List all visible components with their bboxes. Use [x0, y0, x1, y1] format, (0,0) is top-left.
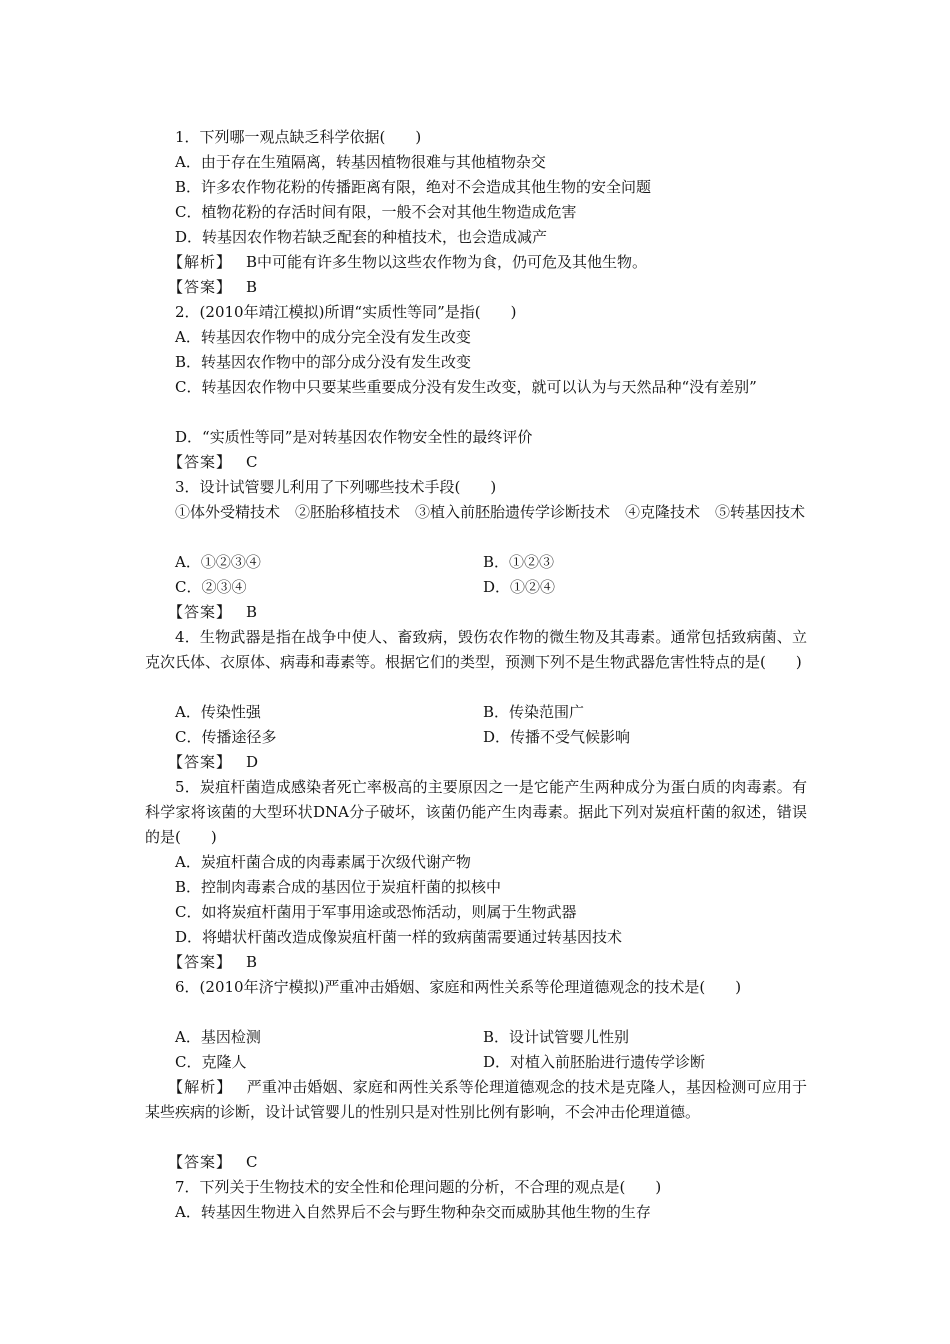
q6-analysis — [145, 1075, 807, 1125]
q2-option-d: D．“实质性等同”是对转基因农作物安全性的最终评价 — [175, 428, 533, 446]
q1-option-b: B．许多农作物花粉的传播距离有限，绝对不会造成其他生物的安全问题 — [175, 178, 652, 196]
q7-stem: 7．下列关于生物技术的安全性和伦理问题的分析，不合理的观点是( ) — [175, 1178, 662, 1196]
q7-option-a: A．转基因生物进入自然界后不会与野生物种杂交而威胁其他生物的生存 — [175, 1203, 651, 1221]
q6-answer — [168, 1150, 258, 1175]
q4-option-d: D．传播不受气候影响 — [483, 728, 631, 746]
q5-answer — [168, 950, 257, 975]
answer-label: 【答案】 — [168, 278, 233, 296]
answer-label: 【答案】 — [168, 1153, 233, 1171]
answer-label: 【答案】 — [168, 603, 233, 621]
q3-technique-list: ①体外受精技术 ②胚胎移植技术 ③植入前胚胎遗传学诊断技术 ④克隆技术 ⑤转基因技术 — [175, 503, 806, 521]
q4-stem: 4．生物武器是指在战争中使人、畜致病，毁伤农作物的微生物及其毒素。通常包括致病菌、立克次氏体、衣原体、病毒和毒素等。根据它们的类型，预测下列不是生物武器危害性特点的是( ) — [145, 628, 807, 671]
q1-option-d: D．转基因农作物若缺乏配套的种植技术，也会造成减产 — [175, 228, 548, 246]
q4-answer — [168, 750, 258, 775]
q1-option-c: C．植物花粉的存活时间有限，一般不会对其他生物造成危害 — [175, 203, 577, 221]
q1-answer-value: B — [246, 278, 258, 296]
q2-answer — [168, 450, 258, 475]
q3-option-b: B．①②③ — [483, 553, 555, 571]
q3-answer-value: B — [246, 603, 258, 621]
q6-answer-value: C — [246, 1153, 258, 1171]
q6-option-c: C．克隆人 — [175, 1053, 247, 1071]
answer-label: 【答案】 — [168, 953, 233, 971]
q3-option-c: C．②③④ — [175, 578, 247, 596]
q6-option-b: B．设计试管婴儿性别 — [483, 1028, 630, 1046]
q5-option-a: A．炭疽杆菌合成的肉毒素属于次级代谢产物 — [175, 853, 471, 871]
q2-answer-value: C — [246, 453, 258, 471]
q1-analysis-text: B中可能有许多生物以这些农作物为食，仍可危及其他生物。 — [246, 253, 648, 271]
q5-stem: 5．炭疽杆菌造成感染者死亡率极高的主要原因之一是它能产生两种成分为蛋白质的肉毒素。有科学家将该菌的大型环状DNA分子破坏，该菌仍能产生肉毒素。据此下列对炭疽杆菌的叙述，错误的是( ) — [145, 778, 807, 846]
answer-label: 【答案】 — [168, 753, 233, 771]
q2-option-a: A．转基因农作物中的成分完全没有发生改变 — [175, 328, 471, 346]
q5-option-c: C．如将炭疽杆菌用于军事用途或恐怖活动，则属于生物武器 — [175, 903, 577, 921]
analysis-label: 【解析】 — [168, 1078, 233, 1096]
q1-stem: 1．下列哪一观点缺乏科学依据( ) — [175, 128, 422, 146]
q4-option-a: A．传染性强 — [175, 703, 261, 721]
q6-option-d: D．对植入前胚胎进行遗传学诊断 — [483, 1053, 706, 1071]
answer-label: 【答案】 — [168, 453, 233, 471]
q2-stem: 2．(2010年靖江模拟)所谓“实质性等同”是指( ) — [175, 303, 517, 321]
q5-option-d: D．将蜡状杆菌改造成像炭疽杆菌一样的致病菌需要通过转基因技术 — [175, 928, 623, 946]
q5-option-b: B．控制肉毒素合成的基因位于炭疽杆菌的拟核中 — [175, 878, 502, 896]
q6-stem: 6．(2010年济宁模拟)严重冲击婚姻、家庭和两性关系等伦理道德观念的技术是( ) — [175, 978, 742, 996]
analysis-label: 【解析】 — [168, 253, 233, 271]
q6-option-a: A．基因检测 — [175, 1028, 261, 1046]
q4-option-c: C．传播途径多 — [175, 728, 277, 746]
q3-option-d: D．①②④ — [483, 578, 556, 596]
q5-answer-value: B — [246, 953, 258, 971]
q3-option-a: A．①②③④ — [175, 553, 261, 571]
q4-answer-value: D — [246, 753, 259, 771]
q3-stem: 3．设计试管婴儿利用了下列哪些技术手段( ) — [175, 478, 497, 496]
q1-analysis — [168, 250, 647, 275]
q2-option-c: C．转基因农作物中只要某些重要成分没有发生改变，就可以认为与天然品种“没有差别” — [175, 378, 757, 396]
q3-answer — [168, 600, 257, 625]
q4-option-b: B．传染范围广 — [483, 703, 585, 721]
q1-answer — [168, 275, 257, 300]
q6-analysis-text: 严重冲击婚姻、家庭和两性关系等伦理道德观念的技术是克隆人，基因检测可应用于某些疾病的诊断，设计试管婴儿的性别只是对性别比例有影响，不会冲击伦理道德。 — [145, 1078, 807, 1121]
q1-option-a: A．由于存在生殖隔离，转基因植物很难与其他植物杂交 — [175, 153, 546, 171]
q2-option-b: B．转基因农作物中的部分成分没有发生改变 — [175, 353, 472, 371]
